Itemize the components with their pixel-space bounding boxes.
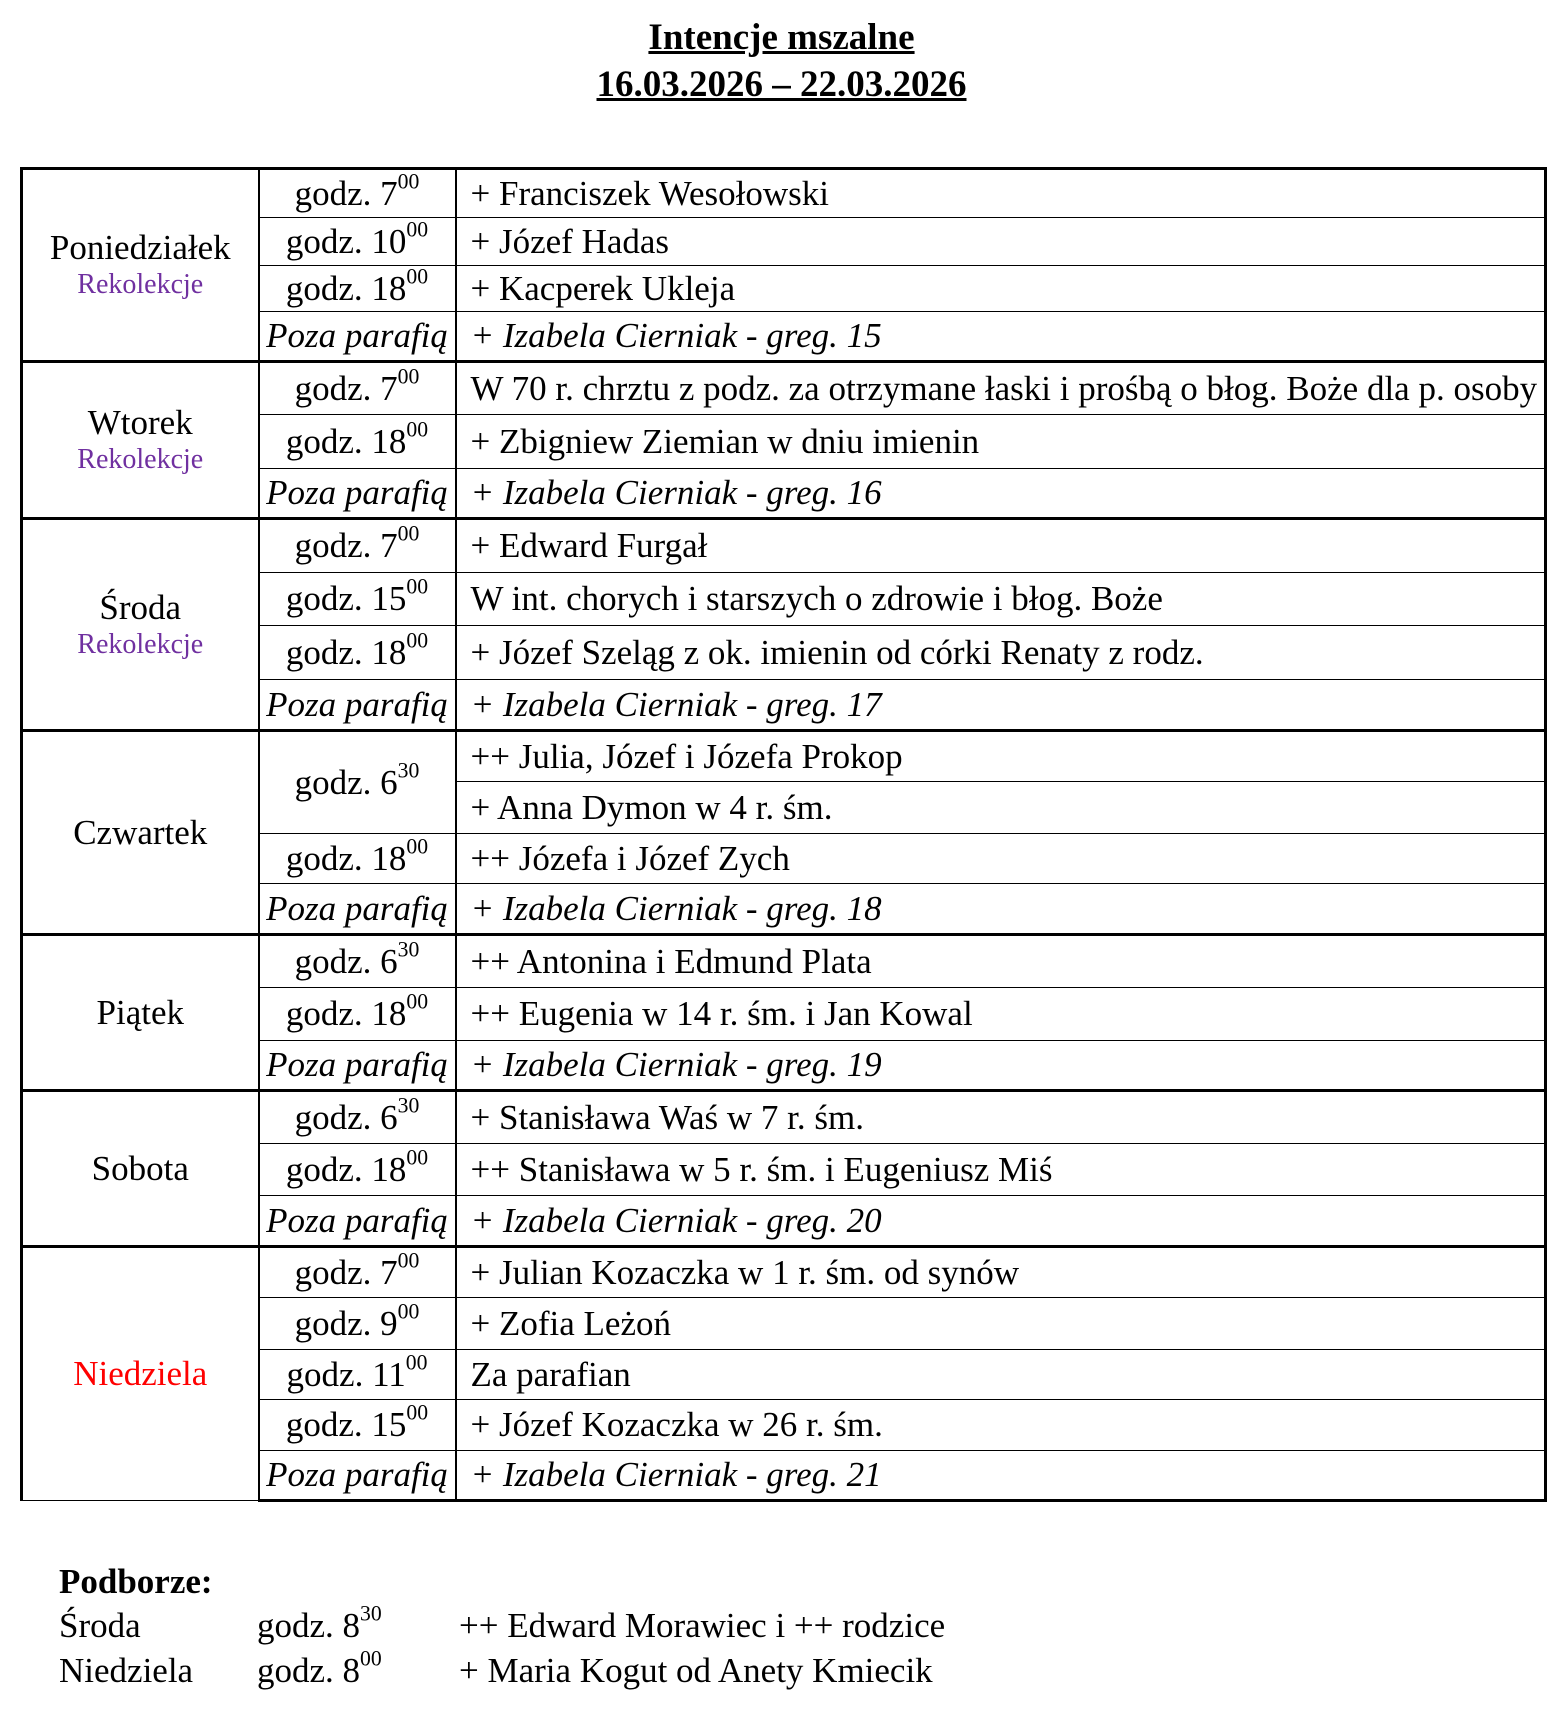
table-row bbox=[22, 731, 1546, 782]
day-subtitle: Rekolekcje bbox=[77, 628, 204, 660]
day-cell bbox=[22, 1091, 259, 1247]
intention: + Anna Dymon w 4 r. śm. bbox=[456, 782, 1546, 834]
day-name: Piątek bbox=[96, 992, 184, 1032]
intention: + Zofia Leżoń bbox=[456, 1298, 1546, 1350]
day-name: Czwartek bbox=[73, 812, 208, 852]
mass-time: godz. $15^{00}$ bbox=[259, 573, 456, 626]
mass-time: godz. $7^{00}$ bbox=[259, 1247, 456, 1298]
day-name: Środa bbox=[99, 587, 182, 627]
mass-intentions-table bbox=[20, 167, 1547, 1502]
day-cell bbox=[22, 519, 259, 731]
mass-time: godz. $18^{00}$ bbox=[259, 1144, 456, 1196]
intention: + Izabela Cierniak - greg. 18 bbox=[456, 884, 1546, 935]
mass-time: godz. $7^{00}$ bbox=[259, 519, 456, 573]
podborze-intention: + Maria Kogut od Anety Kmiecik bbox=[459, 1651, 933, 1690]
mass-time: godz. $15^{00}$ bbox=[259, 1400, 456, 1451]
intention: + Izabela Cierniak - greg. 20 bbox=[456, 1196, 1546, 1247]
day-cell bbox=[22, 731, 259, 935]
podborze-intention: ++ Edward Morawiec i ++ rodzice bbox=[459, 1606, 946, 1645]
intention: + Józef Hadas bbox=[456, 218, 1546, 266]
intention: ++ Stanisława w 5 r. śm. i Eugeniusz Miś bbox=[456, 1144, 1546, 1196]
intention: + Edward Furgał bbox=[456, 519, 1546, 573]
intention: + Józef Kozaczka w 26 r. śm. bbox=[456, 1400, 1546, 1451]
day-cell bbox=[22, 169, 259, 362]
intention: + Izabela Cierniak - greg. 21 bbox=[456, 1451, 1546, 1501]
day-name: Wtorek bbox=[87, 403, 193, 442]
intention: + Julian Kozaczka w 1 r. śm. od synów bbox=[456, 1247, 1546, 1298]
table-row bbox=[22, 519, 1546, 573]
day-cell bbox=[22, 1247, 259, 1501]
table-row bbox=[22, 169, 1546, 218]
date-range: 16.03.2026 – 22.03.2026 bbox=[596, 64, 967, 105]
intention: + Józef Szeląg z ok. imienin od córki Renaty z rodz. bbox=[456, 626, 1546, 680]
podborze-day: Niedziela bbox=[59, 1651, 194, 1690]
mass-time: godz. $11^{00}$ bbox=[259, 1350, 456, 1400]
mass-time: godz. $18^{00}$ bbox=[259, 834, 456, 884]
table-row bbox=[22, 1091, 1546, 1144]
intention: + Franciszek Wesołowski bbox=[456, 169, 1546, 218]
outside-parish-label: Poza parafią bbox=[259, 1196, 456, 1247]
mass-time: godz. $10^{00}$ bbox=[259, 218, 456, 266]
intention: + Izabela Cierniak - greg. 16 bbox=[456, 469, 1546, 519]
outside-parish-label: Poza parafią bbox=[259, 884, 456, 935]
mass-time: godz. $7^{00}$ bbox=[259, 362, 456, 415]
mass-time: godz. $18^{00}$ bbox=[259, 266, 456, 312]
mass-time: godz. $18^{00}$ bbox=[259, 415, 456, 469]
table-row bbox=[22, 362, 1546, 415]
day-cell bbox=[22, 935, 259, 1091]
intention: ++ Eugenia w 14 r. śm. i Jan Kowal bbox=[456, 988, 1546, 1041]
mass-time: godz. $18^{00}$ bbox=[259, 988, 456, 1041]
outside-parish-label: Poza parafią bbox=[259, 1451, 456, 1501]
outside-parish-label: Poza parafią bbox=[259, 680, 456, 731]
intention: ++ Antonina i Edmund Plata bbox=[456, 935, 1546, 988]
podborze-time: godz. $8^{30}$ bbox=[257, 1601, 382, 1645]
intention: W int. chorych i starszych o zdrowie i błog. Boże bbox=[456, 573, 1546, 626]
intention: ++ Józefa i Józef Zych bbox=[456, 834, 1546, 884]
intention: + Zbigniew Ziemian w dniu imienin bbox=[456, 415, 1546, 469]
day-name: Poniedziałek bbox=[49, 228, 231, 267]
outside-parish-label: Poza parafią bbox=[259, 1041, 456, 1091]
podborze-time: godz. $8^{00}$ bbox=[257, 1646, 382, 1690]
mass-time: godz. $9^{00}$ bbox=[259, 1298, 456, 1350]
mass-time: godz. $7^{00}$ bbox=[259, 169, 456, 218]
table-row bbox=[22, 1247, 1546, 1298]
day-name: Sobota bbox=[91, 1148, 189, 1188]
intention: + Izabela Cierniak - greg. 15 bbox=[456, 312, 1546, 362]
mass-time: godz. $6^{30}$ bbox=[259, 1091, 456, 1144]
page-title: Intencje mszalne bbox=[648, 17, 915, 58]
mass-time: godz. $6^{30}$ bbox=[259, 935, 456, 988]
table-row bbox=[22, 935, 1546, 988]
intention: + Stanisława Waś w 7 r. śm. bbox=[456, 1091, 1546, 1144]
day-cell bbox=[22, 362, 259, 519]
mass-time: godz. $6^{30}$ bbox=[259, 731, 456, 834]
intention: + Kacperek Ukleja bbox=[456, 266, 1546, 312]
outside-parish-label: Poza parafią bbox=[259, 469, 456, 519]
mass-time: godz. $18^{00}$ bbox=[259, 626, 456, 680]
podborze-day: Środa bbox=[59, 1606, 141, 1645]
outside-parish-label: Poza parafią bbox=[259, 312, 456, 362]
intention: ++ Julia, Józef i Józefa Prokop bbox=[456, 731, 1546, 782]
day-name: Niedziela bbox=[73, 1354, 208, 1393]
intention: + Izabela Cierniak - greg. 17 bbox=[456, 680, 1546, 731]
podborze-heading: Podborze: bbox=[59, 1562, 213, 1601]
day-subtitle: Rekolekcje bbox=[77, 444, 204, 475]
intention: + Izabela Cierniak - greg. 19 bbox=[456, 1041, 1546, 1091]
intention: Za parafian bbox=[456, 1350, 1546, 1400]
day-subtitle: Rekolekcje bbox=[77, 269, 204, 300]
intention: W 70 r. chrztu z podz. za otrzymane łaski i prośbą o błog. Boże dla p. osoby bbox=[456, 362, 1546, 415]
